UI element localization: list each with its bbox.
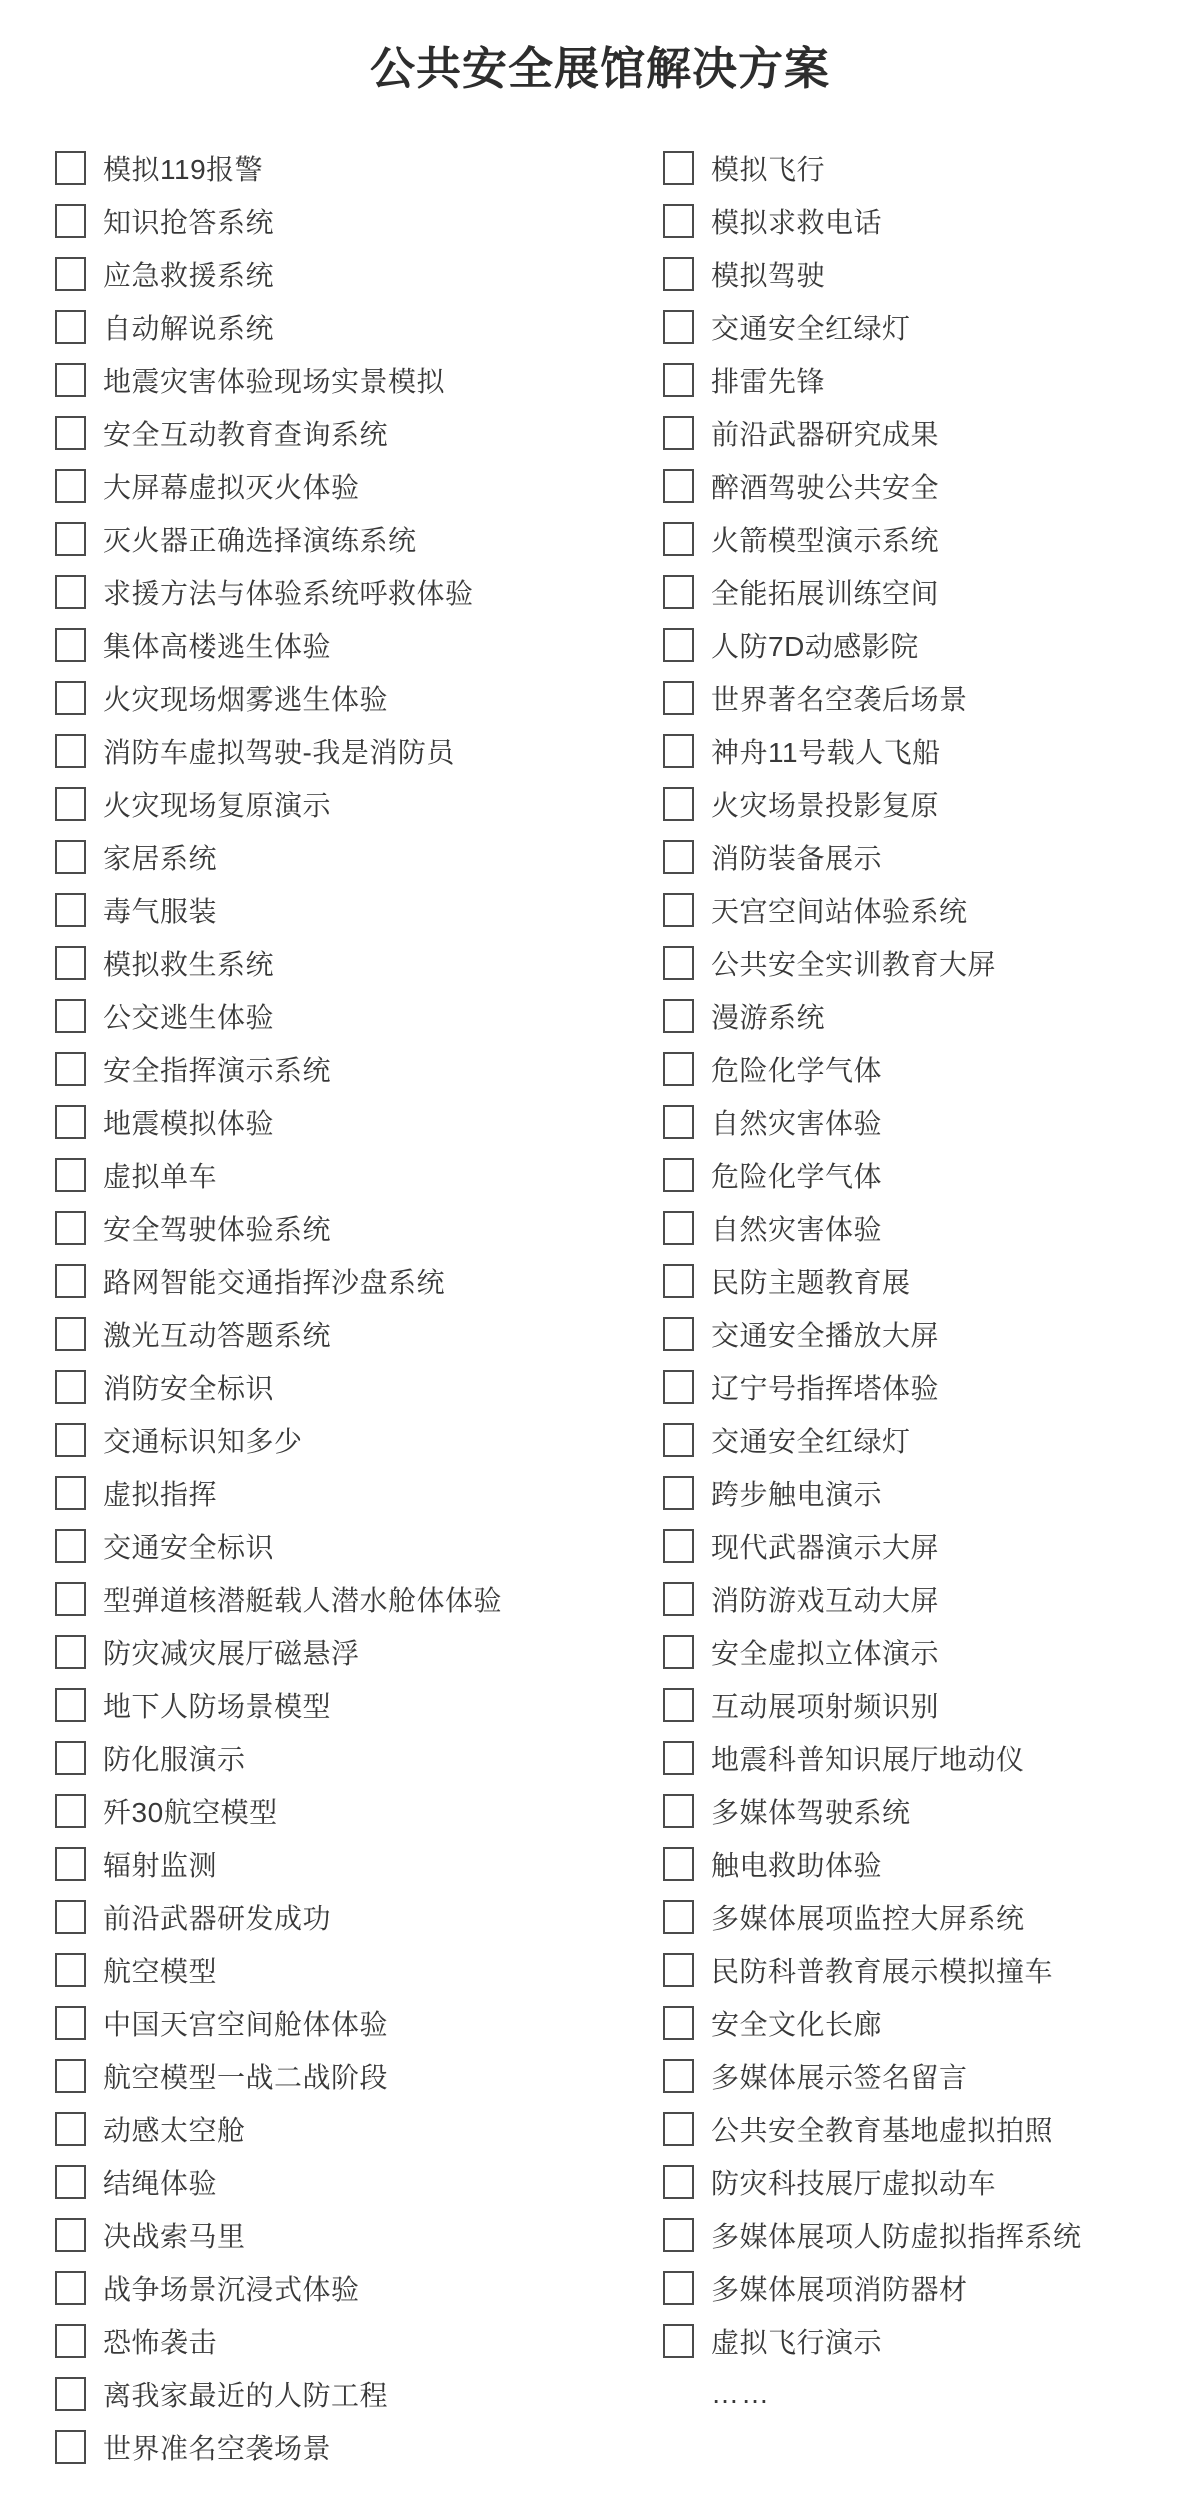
checklist-right	[663, 141, 1200, 2367]
checkbox-unchecked-icon[interactable]	[55, 151, 86, 185]
checklist-item-label: 激光互动答题系统	[103, 1319, 332, 1351]
checklist-item	[55, 512, 600, 565]
checkbox-unchecked-icon[interactable]	[55, 1317, 86, 1351]
checkbox-unchecked-icon[interactable]	[663, 1317, 694, 1351]
checklist-item-label: 结绳体验	[103, 2167, 218, 2199]
checklist-item-label: 地下人防场景模型	[103, 1690, 332, 1722]
checkbox-unchecked-icon[interactable]	[55, 469, 86, 503]
checkbox-unchecked-icon[interactable]	[663, 1741, 694, 1775]
checklist-item-label: 毒气服装	[103, 895, 218, 927]
checklist-item	[55, 1095, 600, 1148]
checklist-item-label: 灭火器正确选择演练系统	[103, 524, 417, 556]
checklist-item	[55, 883, 600, 936]
checkbox-unchecked-icon[interactable]	[55, 1370, 86, 1404]
checklist-item	[55, 671, 600, 724]
checklist-item	[55, 2420, 600, 2473]
checklist-item-label: 交通安全标识	[103, 1531, 275, 1563]
checklist-item	[663, 1095, 1200, 1148]
checklist-item	[663, 883, 1200, 936]
checklist-item	[663, 1519, 1200, 1572]
checklist-item-label: 虚拟指挥	[103, 1478, 218, 1510]
checklist-item	[663, 2155, 1200, 2208]
checklist-item-label: 路网智能交通指挥沙盘系统	[103, 1266, 446, 1298]
checklist-item	[55, 353, 600, 406]
checkbox-unchecked-icon[interactable]	[663, 734, 694, 768]
checkbox-unchecked-icon[interactable]	[663, 416, 694, 450]
checklist-item-label: 模拟飞行	[711, 153, 826, 185]
checklist-item	[55, 1837, 600, 1890]
checklist-item	[55, 1731, 600, 1784]
checklist-item	[663, 141, 1200, 194]
checklist-item-label: 求援方法与体验系统呼救体验	[103, 577, 474, 609]
checklist-item-label: 多媒体展项监控大屏系统	[711, 1902, 1025, 1934]
checkbox-unchecked-icon[interactable]	[55, 522, 86, 556]
checklist-item	[55, 618, 600, 671]
checklist-item-label: 动感太空舱	[103, 2114, 246, 2146]
checklist-item-label: 集体高楼逃生体验	[103, 630, 332, 662]
checklist-item-label: 世界著名空袭后场景	[711, 683, 968, 715]
checklist-item	[55, 1254, 600, 1307]
page-title: 公共安全展馆解决方案	[369, 43, 830, 94]
checklist-item	[55, 1519, 600, 1572]
checklist-item	[55, 2155, 600, 2208]
checkbox-unchecked-icon[interactable]	[55, 204, 86, 238]
checklist-item	[663, 1678, 1200, 1731]
checklist-item-label: 多媒体展项人防虚拟指挥系统	[711, 2220, 1082, 2252]
checkbox-unchecked-icon[interactable]	[55, 416, 86, 450]
checklist-item	[55, 1042, 600, 1095]
checklist-item-label: 火灾现场烟雾逃生体验	[103, 683, 389, 715]
checkbox-unchecked-icon[interactable]	[55, 1105, 86, 1139]
checklist-item-label: 危险化学气体	[711, 1160, 883, 1192]
checklist-item	[663, 724, 1200, 777]
checkbox-unchecked-icon[interactable]	[663, 522, 694, 556]
checklist-item	[663, 2261, 1200, 2314]
checkbox-unchecked-icon[interactable]	[55, 893, 86, 927]
checkbox-unchecked-icon[interactable]	[663, 946, 694, 980]
checklist-item	[55, 406, 600, 459]
checklist-item	[55, 830, 600, 883]
checkbox-unchecked-icon[interactable]	[663, 575, 694, 609]
checklist-item	[55, 300, 600, 353]
checkbox-unchecked-icon[interactable]	[663, 1529, 694, 1563]
checkbox-unchecked-icon[interactable]	[55, 1052, 86, 1086]
checklist-columns	[0, 141, 1200, 2473]
checkbox-unchecked-icon[interactable]	[55, 1953, 86, 1987]
checkbox-unchecked-icon[interactable]	[663, 1953, 694, 1987]
checklist-item	[663, 1466, 1200, 1519]
checklist-item-label: 防灾科技展厅虚拟动车	[711, 2167, 997, 2199]
checkbox-unchecked-icon[interactable]	[663, 2218, 694, 2252]
checklist-item	[663, 2208, 1200, 2261]
checklist-item	[663, 830, 1200, 883]
checkbox-unchecked-icon[interactable]	[663, 151, 694, 185]
checklist-item	[663, 1572, 1200, 1625]
checklist-item	[55, 1572, 600, 1625]
checkbox-unchecked-icon[interactable]	[55, 840, 86, 874]
checklist-item-label: 辐射监测	[103, 1849, 218, 1881]
checklist-item-label: 跨步触电演示	[711, 1478, 883, 1510]
checklist-item	[663, 1890, 1200, 1943]
checkbox-unchecked-icon[interactable]	[55, 2324, 86, 2358]
checkbox-unchecked-icon[interactable]	[663, 2271, 694, 2305]
checkbox-unchecked-icon[interactable]	[663, 840, 694, 874]
checklist-item	[55, 1466, 600, 1519]
checklist-item-label: 民防科普教育展示模拟撞车	[711, 1955, 1054, 1987]
checkbox-unchecked-icon[interactable]	[55, 2059, 86, 2093]
checklist-item-label: 歼30航空模型	[103, 1796, 278, 1828]
checklist-item-label: 战争场景沉浸式体验	[103, 2273, 360, 2305]
checklist-item	[663, 936, 1200, 989]
checklist-item	[55, 565, 600, 618]
checkbox-unchecked-icon[interactable]	[55, 257, 86, 291]
checklist-item-label: 火箭模型演示系统	[711, 524, 940, 556]
checklist-item	[55, 2314, 600, 2367]
checklist-item	[55, 1201, 600, 1254]
checkbox-unchecked-icon[interactable]	[663, 2112, 694, 2146]
checklist-item-label: 决战索马里	[103, 2220, 246, 2252]
checkbox-unchecked-icon[interactable]	[663, 893, 694, 927]
checklist-item-label: 模拟救生系统	[103, 948, 275, 980]
checklist-item-label: 安全虚拟立体演示	[711, 1637, 940, 1669]
checklist-item-label: 神舟11号载人飞船	[711, 736, 941, 768]
checkbox-unchecked-icon[interactable]	[55, 2430, 86, 2464]
checklist-item-label: 交通标识知多少	[103, 1425, 303, 1457]
checklist-item	[663, 565, 1200, 618]
checkbox-unchecked-icon[interactable]	[55, 946, 86, 980]
checkbox-unchecked-icon[interactable]	[663, 1052, 694, 1086]
checklist-item	[663, 1360, 1200, 1413]
checkbox-unchecked-icon[interactable]	[55, 1529, 86, 1563]
checkbox-unchecked-icon[interactable]	[663, 363, 694, 397]
checklist-item-label: 交通安全红绿灯	[711, 1425, 911, 1457]
checkbox-unchecked-icon[interactable]	[55, 628, 86, 662]
checklist-item	[663, 2314, 1200, 2367]
checkbox-unchecked-icon[interactable]	[663, 628, 694, 662]
checklist-item	[663, 1837, 1200, 1890]
checkbox-unchecked-icon[interactable]	[663, 1423, 694, 1457]
checklist-item	[663, 2049, 1200, 2102]
checklist-item-label: 虚拟单车	[103, 1160, 218, 1192]
checklist-item-label: 恐怖袭击	[103, 2326, 218, 2358]
checklist-item-label: 人防7D动感影院	[711, 630, 919, 662]
checkbox-unchecked-icon[interactable]	[663, 257, 694, 291]
checkbox-unchecked-icon[interactable]	[55, 1582, 86, 1616]
checklist-item-label: 安全文化长廊	[711, 2008, 883, 2040]
checklist-item	[663, 194, 1200, 247]
checklist-item-label: 地震模拟体验	[103, 1107, 275, 1139]
checklist-item-label: 多媒体展示签名留言	[711, 2061, 968, 2093]
checklist-item	[663, 1943, 1200, 1996]
checklist-item-label: 民防主题教育展	[711, 1266, 911, 1298]
checklist-item	[55, 2049, 600, 2102]
checklist-item-label: 现代武器演示大屏	[711, 1531, 940, 1563]
checkbox-unchecked-icon[interactable]	[663, 1476, 694, 1510]
checkbox-unchecked-icon[interactable]	[55, 1635, 86, 1669]
checklist-item-label: 自然灾害体验	[711, 1213, 883, 1245]
more-items-ellipsis: ……	[711, 2377, 771, 2409]
checklist-item-label: 防灾减灾展厅磁悬浮	[103, 1637, 360, 1669]
checklist-item-label: 排雷先锋	[711, 365, 826, 397]
checklist-item-label: 模拟119报警	[103, 153, 264, 185]
checklist-item	[55, 1996, 600, 2049]
checklist-item-label: 航空模型一战二战阶段	[103, 2061, 389, 2093]
checkbox-unchecked-icon[interactable]	[663, 1370, 694, 1404]
checklist-item	[55, 989, 600, 1042]
checkbox-unchecked-icon[interactable]	[55, 310, 86, 344]
checklist-item	[663, 459, 1200, 512]
checklist-item	[55, 1943, 600, 1996]
checkbox-unchecked-icon[interactable]	[55, 681, 86, 715]
checklist-item	[55, 2261, 600, 2314]
checklist-item	[663, 300, 1200, 353]
checklist-item	[55, 1784, 600, 1837]
checkbox-unchecked-icon[interactable]	[663, 310, 694, 344]
checkbox-unchecked-icon[interactable]	[55, 734, 86, 768]
checklist-item-label: 安全互动教育查询系统	[103, 418, 389, 450]
checklist-item-label: 漫游系统	[711, 1001, 826, 1033]
checkbox-unchecked-icon[interactable]	[55, 2165, 86, 2199]
checkbox-unchecked-icon[interactable]	[663, 1264, 694, 1298]
checklist-item	[663, 1042, 1200, 1095]
checklist-item-label: 自动解说系统	[103, 312, 275, 344]
checkbox-unchecked-icon[interactable]	[55, 1264, 86, 1298]
checklist-item	[663, 406, 1200, 459]
checklist-item-label: 前沿武器研发成功	[103, 1902, 332, 1934]
checkbox-unchecked-icon[interactable]	[55, 1794, 86, 1828]
checklist-item	[663, 671, 1200, 724]
checkbox-unchecked-icon[interactable]	[663, 1105, 694, 1139]
checklist-item	[55, 1890, 600, 1943]
checkbox-unchecked-icon[interactable]	[55, 1847, 86, 1881]
checklist-item-label: 火灾场景投影复原	[711, 789, 940, 821]
checklist-item-label: 触电救助体验	[711, 1849, 883, 1881]
checklist-item	[663, 1625, 1200, 1678]
checkbox-unchecked-icon[interactable]	[663, 469, 694, 503]
checkbox-unchecked-icon[interactable]	[663, 1582, 694, 1616]
checklist-item-label: 航空模型	[103, 1955, 218, 1987]
checkbox-unchecked-icon[interactable]	[663, 1635, 694, 1669]
checklist-item	[55, 2208, 600, 2261]
checklist-item-label: 世界准名空袭场景	[103, 2432, 332, 2464]
checkbox-unchecked-icon[interactable]	[55, 2218, 86, 2252]
checkbox-unchecked-icon[interactable]	[55, 363, 86, 397]
checkbox-unchecked-icon[interactable]	[55, 2377, 86, 2411]
checkbox-unchecked-icon[interactable]	[663, 1688, 694, 1722]
checkbox-unchecked-icon[interactable]	[55, 1158, 86, 1192]
checklist-item	[55, 2367, 600, 2420]
checklist-item	[55, 1148, 600, 1201]
checklist-item-label: 交通安全播放大屏	[711, 1319, 940, 1351]
checklist-item-label: 前沿武器研究成果	[711, 418, 940, 450]
checklist-item-label: 安全驾驶体验系统	[103, 1213, 332, 1245]
checklist-item-label: 公共安全教育基地虚拟拍照	[711, 2114, 1054, 2146]
checkbox-unchecked-icon[interactable]	[663, 204, 694, 238]
checkbox-unchecked-icon[interactable]	[55, 2112, 86, 2146]
checkbox-unchecked-icon[interactable]	[663, 1211, 694, 1245]
checkbox-unchecked-icon[interactable]	[55, 2006, 86, 2040]
checklist-item	[55, 459, 600, 512]
checklist-left	[55, 141, 600, 2473]
checkbox-unchecked-icon[interactable]	[663, 1900, 694, 1934]
checklist-item-label: 消防游戏互动大屏	[711, 1584, 940, 1616]
checklist-item	[663, 1307, 1200, 1360]
checkbox-unchecked-icon[interactable]	[663, 2006, 694, 2040]
checklist-item	[663, 1148, 1200, 1201]
checklist-item	[55, 724, 600, 777]
checklist-item-label: 大屏幕虚拟灭火体验	[103, 471, 360, 503]
checkbox-unchecked-icon[interactable]	[55, 787, 86, 821]
checklist-item	[663, 247, 1200, 300]
checkbox-unchecked-icon[interactable]	[55, 1476, 86, 1510]
checklist-item-label: 危险化学气体	[711, 1054, 883, 1086]
checkbox-unchecked-icon[interactable]	[55, 1688, 86, 1722]
checklist-item-label: 离我家最近的人防工程	[103, 2379, 389, 2411]
checklist-item-label: 知识抢答系统	[103, 206, 275, 238]
checkbox-unchecked-icon[interactable]	[663, 999, 694, 1033]
checklist-item-label: 全能拓展训练空间	[711, 577, 940, 609]
checklist-column-left	[0, 141, 600, 2473]
checkbox-unchecked-icon[interactable]	[55, 575, 86, 609]
checklist-item-label: 多媒体驾驶系统	[711, 1796, 911, 1828]
checklist-item-label: 醉酒驾驶公共安全	[711, 471, 940, 503]
checklist-column-right	[600, 141, 1200, 2473]
checklist-item-label: 虚拟飞行演示	[711, 2326, 883, 2358]
checklist-item-label: 辽宁号指挥塔体验	[711, 1372, 940, 1404]
checklist-item	[663, 1784, 1200, 1837]
checklist-item-label: 消防安全标识	[103, 1372, 275, 1404]
checklist-item-label: 家居系统	[103, 842, 218, 874]
checklist-item	[55, 1360, 600, 1413]
checkbox-unchecked-icon[interactable]	[663, 681, 694, 715]
checklist-item-label: 自然灾害体验	[711, 1107, 883, 1139]
checklist-item	[663, 1996, 1200, 2049]
checklist-item	[663, 777, 1200, 830]
checkbox-unchecked-icon[interactable]	[55, 1211, 86, 1245]
checklist-item	[55, 141, 600, 194]
checklist-item	[55, 194, 600, 247]
checklist-item	[55, 936, 600, 989]
checklist-item-label: 公共安全实训教育大屏	[711, 948, 997, 980]
checkbox-unchecked-icon[interactable]	[55, 1900, 86, 1934]
checklist-item-label: 型弹道核潜艇载人潜水舱体体验	[103, 1584, 503, 1616]
checklist-item	[55, 1413, 600, 1466]
checklist-item	[55, 1678, 600, 1731]
checklist-item-label: 防化服演示	[103, 1743, 246, 1775]
checklist-item	[55, 1307, 600, 1360]
checkbox-unchecked-icon[interactable]	[663, 787, 694, 821]
checklist-item	[663, 1201, 1200, 1254]
checklist-item-label: 公交逃生体验	[103, 1001, 275, 1033]
checklist-item	[663, 989, 1200, 1042]
checklist-item	[55, 2102, 600, 2155]
checklist-item-label: 消防车虚拟驾驶-我是消防员	[103, 736, 455, 768]
checkbox-unchecked-icon[interactable]	[663, 1847, 694, 1881]
checklist-item-label: 多媒体展项消防器材	[711, 2273, 968, 2305]
checkbox-unchecked-icon[interactable]	[55, 1741, 86, 1775]
checklist-item	[663, 1254, 1200, 1307]
checkbox-unchecked-icon[interactable]	[55, 999, 86, 1033]
checklist-item	[663, 618, 1200, 671]
checklist-item-label: 中国天宫空间舱体体验	[103, 2008, 389, 2040]
checklist-item-label: 火灾现场复原演示	[103, 789, 332, 821]
checklist-item-label: 安全指挥演示系统	[103, 1054, 332, 1086]
checklist-item	[55, 777, 600, 830]
checklist-item-label: 模拟求救电话	[711, 206, 883, 238]
checkbox-unchecked-icon[interactable]	[663, 2165, 694, 2199]
checklist-item-label: 互动展项射频识别	[711, 1690, 940, 1722]
checklist-item-label: 应急救援系统	[103, 259, 275, 291]
checklist-item	[663, 353, 1200, 406]
checklist-item	[663, 512, 1200, 565]
checklist-item	[663, 1731, 1200, 1784]
checklist-item-label: 交通安全红绿灯	[711, 312, 911, 344]
checkbox-unchecked-icon[interactable]	[663, 1794, 694, 1828]
checklist-item	[663, 1413, 1200, 1466]
checkbox-unchecked-icon[interactable]	[55, 1423, 86, 1457]
checklist-item-label: 地震灾害体验现场实景模拟	[103, 365, 446, 397]
checklist-item-label: 消防装备展示	[711, 842, 883, 874]
checklist-item-label: 地震科普知识展厅地动仪	[711, 1743, 1025, 1775]
checkbox-unchecked-icon[interactable]	[663, 2324, 694, 2358]
checklist-item	[55, 1625, 600, 1678]
checklist-item-label: 天宫空间站体验系统	[711, 895, 968, 927]
checkbox-unchecked-icon[interactable]	[55, 2271, 86, 2305]
checklist-item	[55, 247, 600, 300]
checklist-item	[663, 2102, 1200, 2155]
checklist-item-label: 模拟驾驶	[711, 259, 826, 291]
checkbox-unchecked-icon[interactable]	[663, 1158, 694, 1192]
checkbox-unchecked-icon[interactable]	[663, 2059, 694, 2093]
